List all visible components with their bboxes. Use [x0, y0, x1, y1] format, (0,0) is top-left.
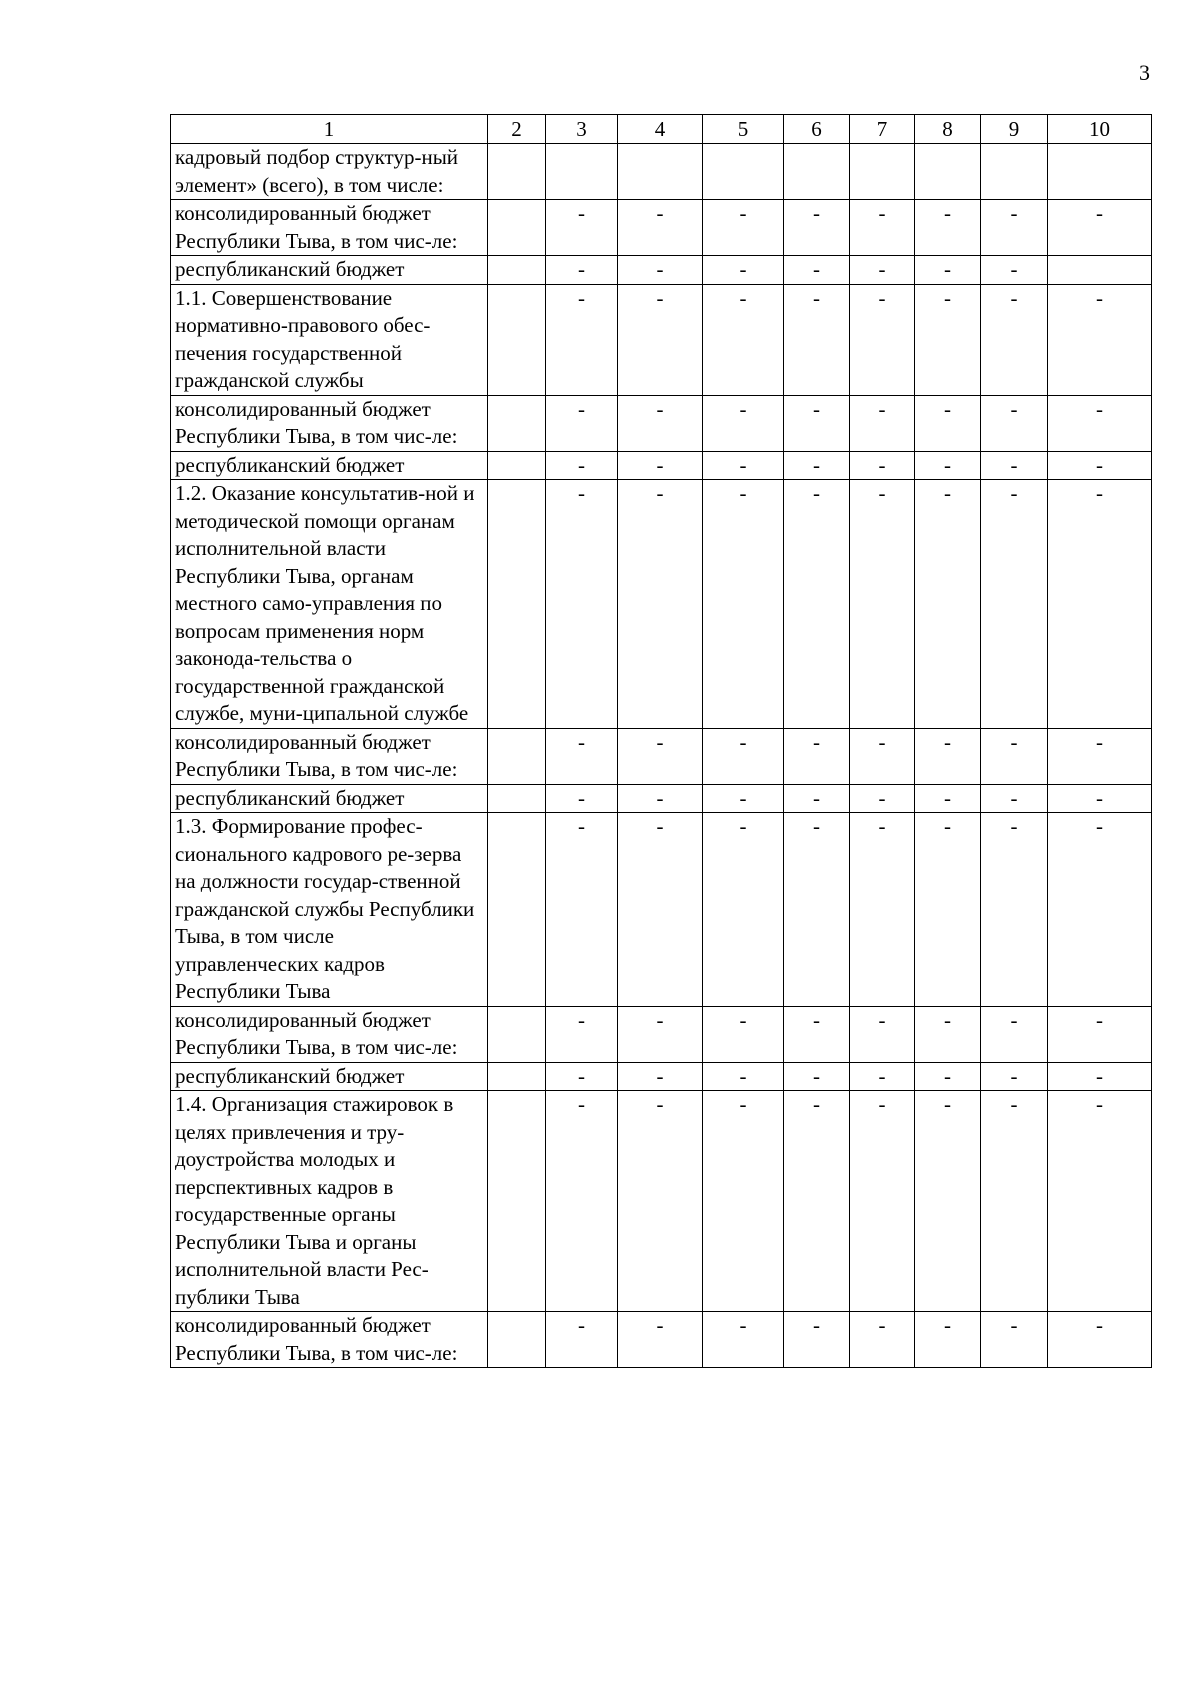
value-cell: [784, 144, 850, 200]
value-cell: -: [546, 1006, 618, 1062]
value-cell: -: [981, 728, 1048, 784]
value-cell: -: [784, 1312, 850, 1368]
value-cell: -: [703, 284, 784, 395]
value-cell: [488, 784, 546, 813]
value-cell: -: [703, 451, 784, 480]
row-label: консолидированный бюджет Республики Тыва, в том чис-ле:: [171, 395, 488, 451]
value-cell: -: [703, 480, 784, 729]
value-cell: -: [618, 256, 703, 285]
value-cell: -: [1048, 728, 1152, 784]
value-cell: -: [784, 451, 850, 480]
value-cell: -: [981, 284, 1048, 395]
value-cell: [703, 144, 784, 200]
table-row: [171, 480, 1152, 729]
value-cell: -: [915, 1062, 981, 1091]
value-cell: -: [703, 813, 784, 1007]
value-cell: -: [546, 1091, 618, 1312]
value-cell: [915, 144, 981, 200]
value-cell: -: [915, 728, 981, 784]
value-cell: -: [546, 1312, 618, 1368]
value-cell: [1048, 256, 1152, 285]
value-cell: -: [915, 200, 981, 256]
value-cell: -: [1048, 395, 1152, 451]
value-cell: -: [703, 200, 784, 256]
value-cell: -: [1048, 1062, 1152, 1091]
value-cell: -: [546, 284, 618, 395]
value-cell: -: [703, 784, 784, 813]
value-cell: -: [1048, 451, 1152, 480]
column-header: 2: [488, 115, 546, 144]
value-cell: -: [703, 1091, 784, 1312]
table-row: [171, 784, 1152, 813]
value-cell: -: [850, 813, 915, 1007]
column-header: 9: [981, 115, 1048, 144]
value-cell: -: [618, 200, 703, 256]
value-cell: -: [546, 728, 618, 784]
value-cell: -: [703, 256, 784, 285]
value-cell: [488, 395, 546, 451]
value-cell: -: [784, 284, 850, 395]
table-row: [171, 200, 1152, 256]
table-row: [171, 813, 1152, 1007]
value-cell: -: [784, 480, 850, 729]
table-row: [171, 451, 1152, 480]
column-header: 3: [546, 115, 618, 144]
value-cell: -: [618, 1062, 703, 1091]
value-cell: -: [981, 813, 1048, 1007]
value-cell: -: [618, 284, 703, 395]
value-cell: -: [703, 1312, 784, 1368]
value-cell: [546, 144, 618, 200]
value-cell: -: [850, 256, 915, 285]
value-cell: -: [703, 395, 784, 451]
value-cell: [488, 1091, 546, 1312]
value-cell: -: [618, 451, 703, 480]
value-cell: -: [546, 1062, 618, 1091]
value-cell: -: [546, 813, 618, 1007]
value-cell: -: [981, 395, 1048, 451]
table-body: [171, 144, 1152, 1368]
value-cell: -: [1048, 1312, 1152, 1368]
value-cell: -: [784, 1062, 850, 1091]
value-cell: -: [850, 1062, 915, 1091]
value-cell: [488, 256, 546, 285]
value-cell: -: [981, 1312, 1048, 1368]
table-row: [171, 395, 1152, 451]
value-cell: -: [784, 200, 850, 256]
budget-table: [170, 114, 1152, 1368]
value-cell: -: [915, 395, 981, 451]
value-cell: -: [850, 784, 915, 813]
value-cell: -: [850, 451, 915, 480]
value-cell: -: [981, 1006, 1048, 1062]
value-cell: -: [1048, 1091, 1152, 1312]
value-cell: [1048, 144, 1152, 200]
value-cell: -: [981, 256, 1048, 285]
value-cell: [488, 1006, 546, 1062]
column-header: 10: [1048, 115, 1152, 144]
row-label: республиканский бюджет: [171, 256, 488, 285]
value-cell: -: [784, 1006, 850, 1062]
value-cell: -: [915, 1312, 981, 1368]
value-cell: -: [850, 480, 915, 729]
value-cell: -: [784, 256, 850, 285]
value-cell: -: [915, 256, 981, 285]
value-cell: -: [981, 200, 1048, 256]
row-label: 1.4. Организация стажировок в целях привлечения и тру-доустройства молодых и перспективных кадров в государственные органы Республики Тыва и органы исполнительной власти Рес-публики Тыва: [171, 1091, 488, 1312]
value-cell: [488, 813, 546, 1007]
value-cell: -: [618, 813, 703, 1007]
value-cell: -: [915, 813, 981, 1007]
table-row: [171, 1312, 1152, 1368]
value-cell: -: [618, 1091, 703, 1312]
row-label: консолидированный бюджет Республики Тыва, в том чис-ле:: [171, 200, 488, 256]
row-label: 1.2. Оказание консультатив-ной и методической помощи органам исполнительной власти Республики Тыва, органам местного само-управления по вопросам применения норм законода-тельства о государственной гражданской службе, муни-ципальной службе: [171, 480, 488, 729]
value-cell: -: [850, 284, 915, 395]
column-header: 4: [618, 115, 703, 144]
value-cell: [488, 728, 546, 784]
value-cell: -: [784, 813, 850, 1007]
value-cell: -: [546, 480, 618, 729]
row-label: республиканский бюджет: [171, 451, 488, 480]
row-label: республиканский бюджет: [171, 784, 488, 813]
value-cell: -: [546, 784, 618, 813]
value-cell: -: [1048, 200, 1152, 256]
value-cell: -: [703, 1006, 784, 1062]
value-cell: -: [703, 1062, 784, 1091]
value-cell: [488, 1062, 546, 1091]
value-cell: -: [981, 784, 1048, 813]
value-cell: [981, 144, 1048, 200]
value-cell: -: [784, 1091, 850, 1312]
value-cell: -: [784, 395, 850, 451]
row-label: республиканский бюджет: [171, 1062, 488, 1091]
value-cell: [618, 144, 703, 200]
column-header: 6: [784, 115, 850, 144]
value-cell: -: [915, 1091, 981, 1312]
value-cell: -: [1048, 784, 1152, 813]
column-header: 5: [703, 115, 784, 144]
value-cell: [488, 284, 546, 395]
table-row: [171, 1062, 1152, 1091]
row-label: 1.1. Совершенствование нормативно-правового обес-печения государственной гражданской службы: [171, 284, 488, 395]
value-cell: -: [915, 1006, 981, 1062]
table-row: [171, 284, 1152, 395]
value-cell: -: [784, 784, 850, 813]
value-cell: -: [915, 284, 981, 395]
row-label: консолидированный бюджет Республики Тыва, в том чис-ле:: [171, 1312, 488, 1368]
table-row: [171, 728, 1152, 784]
header-row: [171, 115, 1152, 144]
row-label: кадровый подбор структур-ный элемент» (всего), в том числе:: [171, 144, 488, 200]
value-cell: -: [850, 200, 915, 256]
value-cell: -: [618, 1312, 703, 1368]
value-cell: -: [850, 1091, 915, 1312]
value-cell: -: [915, 451, 981, 480]
table-row: [171, 1006, 1152, 1062]
value-cell: -: [546, 395, 618, 451]
value-cell: [488, 480, 546, 729]
value-cell: -: [546, 451, 618, 480]
value-cell: -: [546, 256, 618, 285]
value-cell: -: [618, 480, 703, 729]
table-row: [171, 144, 1152, 200]
value-cell: -: [850, 728, 915, 784]
row-label: 1.3. Формирование профес-сионального кадрового ре-зерва на должности государ-ственной гражданской службы Республики Тыва, в том числе управленческих кадров Республики Тыва: [171, 813, 488, 1007]
value-cell: [488, 200, 546, 256]
value-cell: [488, 144, 546, 200]
value-cell: -: [981, 1062, 1048, 1091]
value-cell: -: [850, 1006, 915, 1062]
value-cell: -: [915, 480, 981, 729]
value-cell: -: [981, 1091, 1048, 1312]
value-cell: [850, 144, 915, 200]
value-cell: -: [784, 728, 850, 784]
table-row: [171, 1091, 1152, 1312]
value-cell: -: [1048, 480, 1152, 729]
value-cell: -: [1048, 813, 1152, 1007]
value-cell: -: [981, 451, 1048, 480]
row-label: консолидированный бюджет Республики Тыва, в том чис-ле:: [171, 1006, 488, 1062]
table-row: [171, 256, 1152, 285]
value-cell: -: [618, 784, 703, 813]
column-header: 1: [171, 115, 488, 144]
value-cell: -: [618, 728, 703, 784]
value-cell: -: [546, 200, 618, 256]
value-cell: -: [618, 1006, 703, 1062]
value-cell: -: [703, 728, 784, 784]
value-cell: -: [1048, 284, 1152, 395]
page-number: 3: [1139, 60, 1150, 85]
value-cell: [488, 1312, 546, 1368]
value-cell: -: [618, 395, 703, 451]
row-label: консолидированный бюджет Республики Тыва, в том чис-ле:: [171, 728, 488, 784]
value-cell: -: [850, 1312, 915, 1368]
value-cell: -: [850, 395, 915, 451]
column-header: 7: [850, 115, 915, 144]
value-cell: [488, 451, 546, 480]
value-cell: -: [981, 480, 1048, 729]
value-cell: -: [915, 784, 981, 813]
column-header: 8: [915, 115, 981, 144]
value-cell: -: [1048, 1006, 1152, 1062]
